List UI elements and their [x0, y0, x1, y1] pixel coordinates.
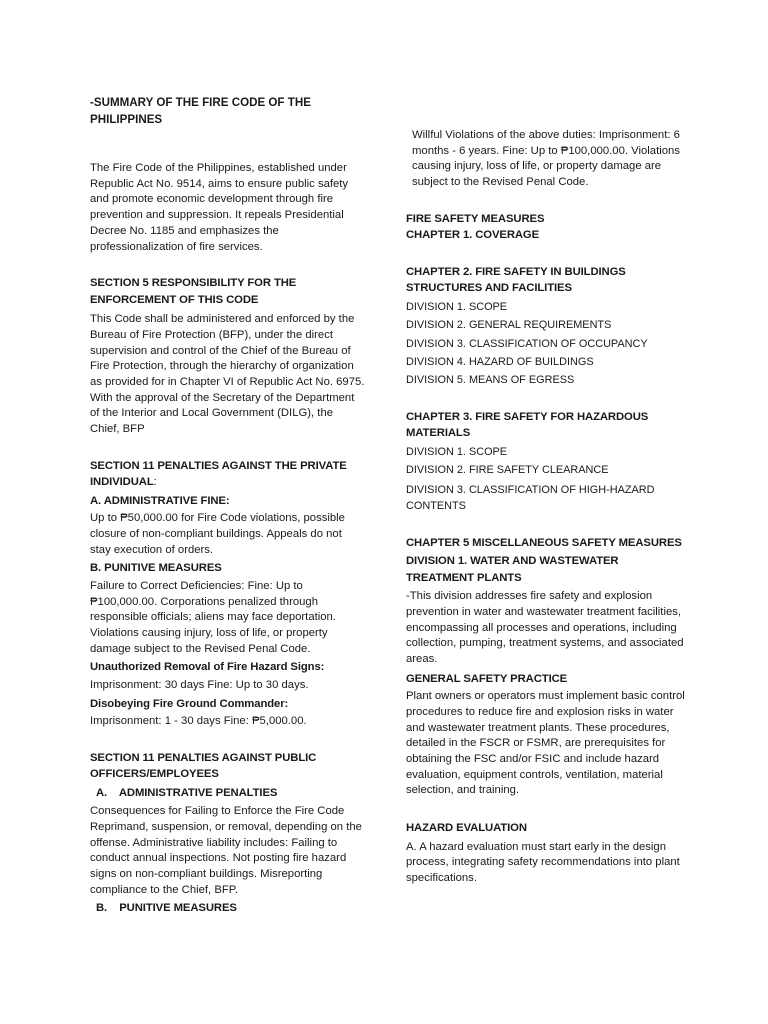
- fire-safety-measures-heading: FIRE SAFETY MEASURES: [406, 212, 545, 225]
- chapter3-division-list: [406, 443, 688, 514]
- general-safety-practice-body: Plant owners or operators must implement basic control procedures to reduce fire and explosion risks in water and wastewater treatment plants. These procedures, detailed in the FSCR or FSMR, are prerequisites for obtaining the FSC and/or FSIC and include hazard evaluation, equipment controls, ventilation, material selection, and training.: [406, 690, 685, 797]
- division-item: DIVISION 4. HAZARD OF BUILDINGS: [406, 356, 594, 369]
- disobeying-commander-body: Imprisonment: 1 - 30 days Fine: ₱5,000.00.: [90, 715, 307, 728]
- section11-public-heading: SECTION 11 PENALTIES AGAINST PUBLIC OFFICERS/EMPLOYEES: [90, 751, 317, 781]
- administrative-fine-body: Up to ₱50,000.00 for Fire Code violations, possible closure of non-compliant buildings. Appeals do not stay execution of orders.: [90, 512, 345, 556]
- section11-private-heading: [90, 458, 365, 491]
- punitive-measures-2-heading: B. PUNITIVE MEASURES: [96, 901, 237, 914]
- chapter5-heading: CHAPTER 5 MISCELLANEOUS SAFETY MEASURES: [406, 536, 682, 549]
- disobeying-commander-heading: Disobeying Fire Ground Commander:: [90, 697, 289, 710]
- general-safety-practice-heading: GENERAL SAFETY PRACTICE: [406, 672, 568, 685]
- section5-body: This Code shall be administered and enforced by the Bureau of Fire Protection (BFP), under the direct supervision and control of the Chief of the Bureau of Fire Protection, through the hierarchy of organization as provided for in Chapter VI of Republic Act No. 6975. With the approval of the Secretary of the Department of the Interior and Local Government (DILG), the Chief, BFP: [90, 313, 365, 436]
- hazard-evaluation-heading: HAZARD EVALUATION: [406, 822, 527, 835]
- removal-signs-body: Imprisonment: 30 days Fine: Up to 30 days.: [90, 678, 309, 691]
- punitive-measures-heading: B. PUNITIVE MEASURES: [90, 562, 222, 575]
- water-treatment-division-heading: DIVISION 1. WATER AND WASTEWATER TREATMENT PLANTS: [406, 555, 619, 584]
- administrative-penalties-heading: A. ADMINISTRATIVE PENALTIES: [96, 786, 278, 799]
- division-item: DIVISION 1. SCOPE: [406, 300, 508, 313]
- hazard-evaluation-body: A. A hazard evaluation must start early in the design process, integrating safety recommendations into plant specifications.: [406, 840, 680, 884]
- chapter2-division-list: [406, 298, 688, 390]
- punitive-measures-body: Failure to Correct Deficiencies: Fine: Up to ₱100,000.00. Corporations penalized through responsible officials; aliens may face deportation. Violations causing injury, loss of life, or property damage subject to the Revised Penal Code.: [90, 579, 336, 655]
- administrative-penalties-body: Consequences for Failing to Enforce the Fire Code Reprimand, suspension, or removal, depending on the offense. Administrative liability includes: Failing to conduct annual inspections. Not posting fire hazard signs on non-compliant buildings. Misreporting compliance to the Chief, BFP.: [90, 805, 362, 896]
- removal-signs-heading: Unauthorized Removal of Fire Hazard Signs:: [90, 661, 325, 674]
- water-treatment-body: -This division addresses fire safety and explosion prevention in water and wastewater treatment facilities, encompassing all processes and operations, including collection, pumping, treatment systems, and associated areas.: [406, 590, 684, 665]
- right-column: [406, 94, 688, 887]
- left-column: [90, 94, 365, 916]
- division-item: DIVISION 3. CLASSIFICATION OF OCCUPANCY: [406, 337, 648, 350]
- division-item: DIVISION 5. MEANS OF EGRESS: [406, 374, 575, 387]
- heading-colon: :: [153, 476, 157, 489]
- chapter3-heading: CHAPTER 3. FIRE SAFETY FOR HAZARDOUS MATERIALS: [406, 410, 649, 440]
- division-item: DIVISION 3. CLASSIFICATION OF HIGH-HAZARD CONTENTS: [406, 483, 655, 512]
- division-item: DIVISION 1. SCOPE: [406, 445, 508, 458]
- division-item: DIVISION 2. FIRE SAFETY CLEARANCE: [406, 464, 609, 477]
- section5-heading: SECTION 5 RESPONSIBILITY FOR THE ENFORCEMENT OF THIS CODE: [90, 277, 297, 306]
- intro-paragraph: The Fire Code of the Philippines, established under Republic Act No. 9514, aims to ensure public safety and promote economic development through fire prevention and suppression. It repeals Presidential Decree No. 1185 and emphasizes the professionalization of fire services.: [90, 162, 349, 253]
- division-item: DIVISION 2. GENERAL REQUIREMENTS: [406, 319, 612, 332]
- chapter2-heading: CHAPTER 2. FIRE SAFETY IN BUILDINGS STRUCTURES AND FACILITIES: [406, 265, 626, 295]
- willful-violations-paragraph: Willful Violations of the above duties: Imprisonment: 6 months - 6 years. Fine: Up to ₱100,000.00. Violations causing injury, loss of life, or property damage are subject to the Revised Penal Code.: [412, 129, 680, 189]
- chapter1-heading: CHAPTER 1. COVERAGE: [406, 229, 540, 242]
- section11-private-heading-text: SECTION 11 PENALTIES AGAINST THE PRIVATE INDIVIDUAL: [90, 459, 347, 489]
- document-title: -SUMMARY OF THE FIRE CODE OF THE PHILIPPINES: [90, 96, 311, 126]
- administrative-fine-heading: A. ADMINISTRATIVE FINE:: [90, 494, 230, 507]
